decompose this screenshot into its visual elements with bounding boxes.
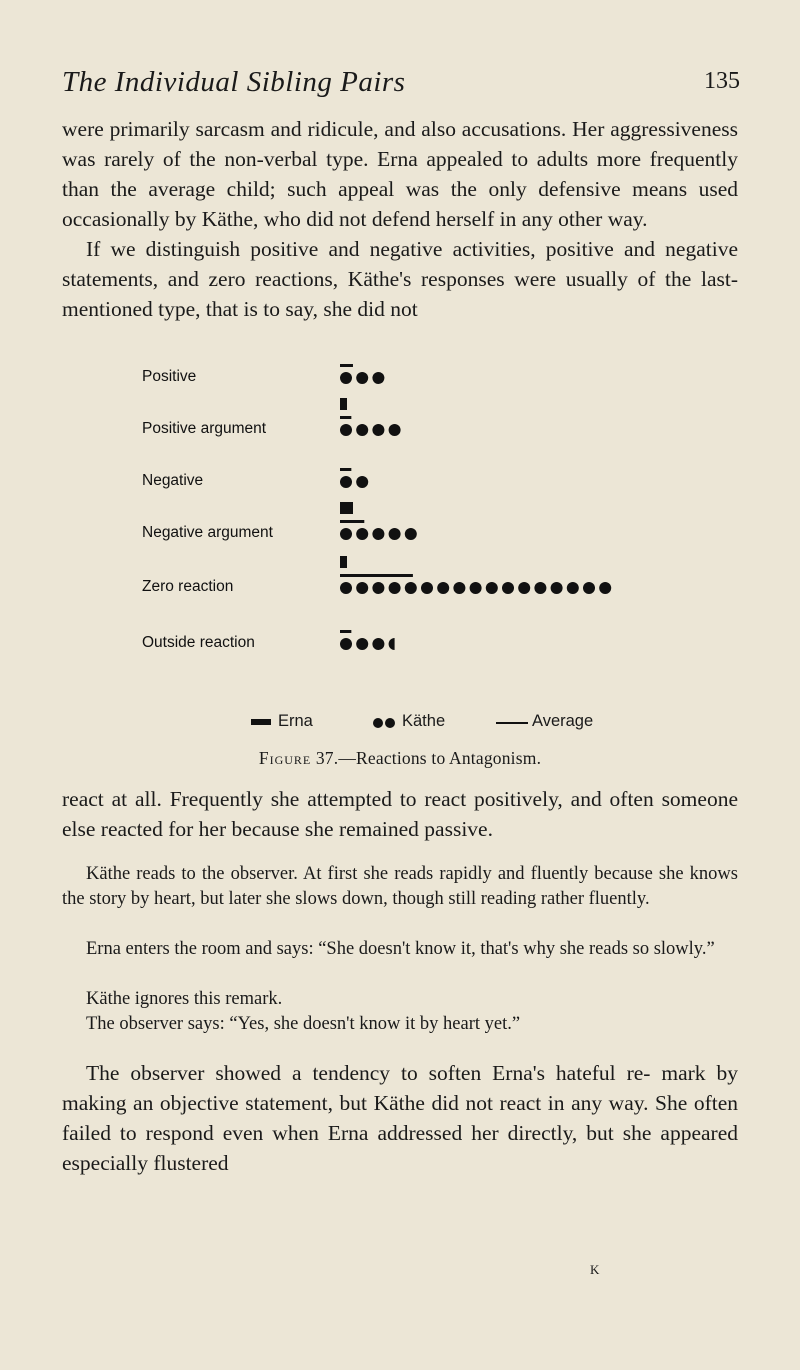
average-line-1 bbox=[340, 416, 351, 419]
legend-kathe-label: Käthe bbox=[402, 712, 446, 730]
figure-title: —Reactions to Antagonism. bbox=[338, 748, 542, 768]
kathe-dot-4-12 bbox=[534, 582, 546, 594]
erna-bar-3 bbox=[340, 502, 353, 514]
kathe-dot-4-11 bbox=[518, 582, 530, 594]
kathe-dot-4-9 bbox=[486, 582, 498, 594]
average-line-0 bbox=[340, 364, 353, 367]
figure-number: 37. bbox=[315, 748, 339, 768]
kathe-dot-2-0 bbox=[340, 476, 352, 488]
kathe-dot-4-13 bbox=[551, 582, 563, 594]
row-label-4: Zero reaction bbox=[142, 578, 234, 595]
kathe-dot-4-7 bbox=[453, 582, 465, 594]
kathe-dot-4-8 bbox=[470, 582, 482, 594]
kathe-dot-0-1 bbox=[356, 372, 368, 384]
kathe-dot-4-1 bbox=[356, 582, 368, 594]
kathe-dot-5-2 bbox=[372, 638, 384, 650]
kathe-dot-3-0 bbox=[340, 528, 352, 540]
quote-1: Käthe reads to the observer. At first she reads rapidly and fluently because she knows the story by heart, but later she slows down, though still reading rather fluently. bbox=[62, 864, 738, 909]
erna-bar-1 bbox=[340, 398, 347, 410]
kathe-dot-3-3 bbox=[389, 528, 401, 540]
quote-4: The observer says: “Yes, she doesn't know it by heart yet.” bbox=[86, 1014, 521, 1034]
kathe-dot-4-0 bbox=[340, 582, 352, 594]
kathe-dot-4-2 bbox=[372, 582, 384, 594]
row-label-5: Outside reaction bbox=[142, 634, 255, 651]
kathe-dot-1-3 bbox=[389, 424, 401, 436]
kathe-dot-3-4 bbox=[405, 528, 417, 540]
paragraph-1: were primarily sarcasm and ridicule, and also accusations. Her aggressiveness was rarely of the non-verbal type. Erna appealed to adults more frequently than the average child; such appeal was the only defensive means used occasionally by Käthe, who did not defend herself in any other way. bbox=[62, 117, 738, 231]
legend-average-label: Average bbox=[532, 712, 594, 730]
row-label-2: Negative bbox=[142, 472, 204, 489]
figure-word: Figure bbox=[258, 748, 312, 768]
kathe-dot-4-5 bbox=[421, 582, 433, 594]
kathe-dot-0-2 bbox=[372, 372, 384, 384]
kathe-dot-4-14 bbox=[567, 582, 579, 594]
quote-2: Erna enters the room and says: “She doesn't know it, that's why she reads so slowly.” bbox=[86, 939, 715, 959]
erna-swatch-icon bbox=[250, 713, 274, 733]
erna-bar-4 bbox=[340, 556, 347, 568]
page-number: 135 bbox=[704, 68, 740, 94]
paragraph-2: If we distinguish positive and negative activities, positive and negative statements, and zero reactions, Käthe's responses were usually of the last-mentioned type, that is to say, she did not bbox=[62, 237, 738, 321]
kathe-dot-3-1 bbox=[356, 528, 368, 540]
kathe-dot-3-2 bbox=[372, 528, 384, 540]
row-label-3: Negative argument bbox=[142, 524, 273, 541]
average-line-5 bbox=[340, 630, 351, 633]
kathe-dot-5-1 bbox=[356, 638, 368, 650]
average-line-icon bbox=[494, 713, 530, 733]
kathe-dot-4-10 bbox=[502, 582, 514, 594]
kathe-dot-4-3 bbox=[389, 582, 401, 594]
kathe-dot-4-4 bbox=[405, 582, 417, 594]
signature-mark: K bbox=[590, 1262, 600, 1277]
kathe-dots-icon bbox=[372, 713, 400, 733]
page-header bbox=[62, 66, 740, 102]
quote-3: Käthe ignores this remark. bbox=[86, 989, 283, 1009]
figure-caption bbox=[0, 748, 800, 769]
row-label-1: Positive argument bbox=[142, 420, 267, 437]
kathe-dot-1-0 bbox=[340, 424, 352, 436]
average-line-4 bbox=[340, 574, 413, 577]
kathe-dot-2-1 bbox=[356, 476, 368, 488]
average-line-2 bbox=[340, 468, 351, 471]
figure-reactions-to-antagonism bbox=[0, 350, 800, 770]
kathe-dot-1-1 bbox=[356, 424, 368, 436]
dot-chart bbox=[0, 350, 800, 710]
kathe-dot-1-2 bbox=[372, 424, 384, 436]
kathe-dot-4-16 bbox=[599, 582, 611, 594]
running-title: The Individual Sibling Pairs bbox=[62, 66, 406, 98]
paragraph-3: react at all. Frequently she attempted to react positively, and often someone else reacted for her because she remained passive. bbox=[62, 787, 738, 841]
kathe-dot-4-6 bbox=[437, 582, 449, 594]
row-label-0: Positive bbox=[142, 368, 197, 385]
kathe-half-dot-5 bbox=[389, 638, 395, 650]
legend-erna-label: Erna bbox=[278, 712, 313, 730]
average-line-3 bbox=[340, 520, 364, 523]
kathe-dot-5-0 bbox=[340, 638, 352, 650]
kathe-dot-4-15 bbox=[583, 582, 595, 594]
paragraph-4: The observer showed a tendency to soften Erna's hateful re- mark by making an objective statement, but Käthe did not react in any way. She often failed to respond even when Erna addressed her directly, but she appeared especially flustered bbox=[62, 1061, 738, 1175]
kathe-dot-0-0 bbox=[340, 372, 352, 384]
